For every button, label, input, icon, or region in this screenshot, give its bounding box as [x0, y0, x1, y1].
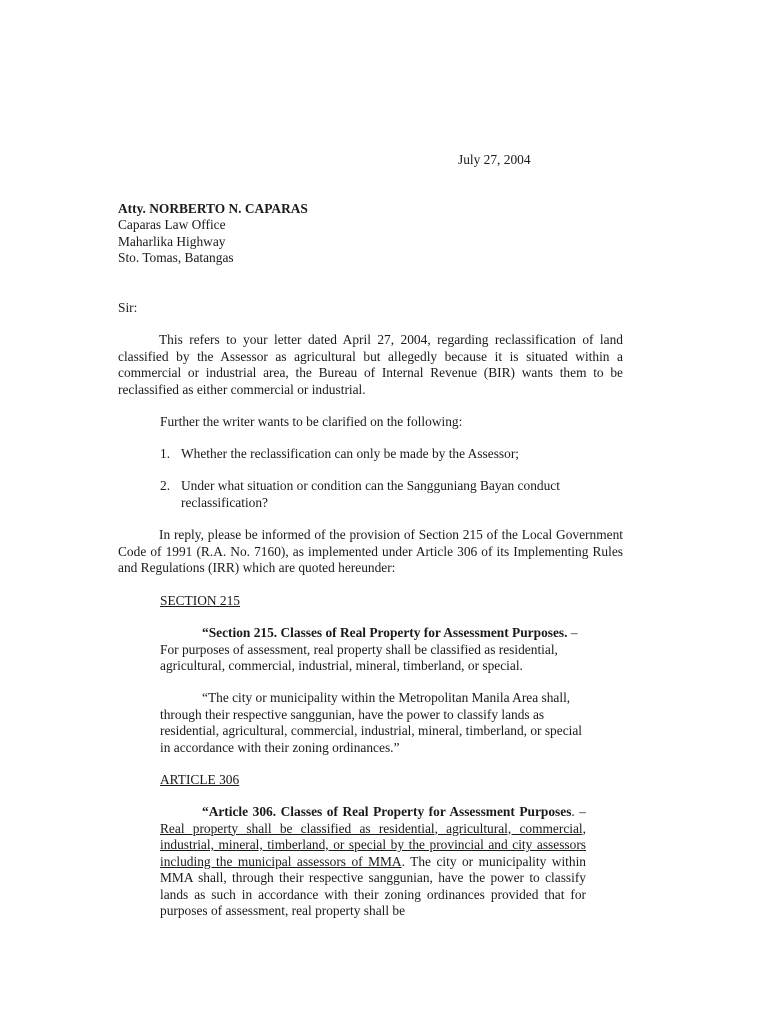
section-quote: [160, 625, 586, 675]
article-quote: [160, 804, 586, 920]
section-quote-title: “Section 215. Classes of Real Property for Assessment Purposes.: [202, 625, 568, 640]
section-quote-mma-text: “The city or municipality within the Metropolitan Manila Area shall, through their respective sanggunian, have the power to classify lands as residential, agricultural, commercial, industrial, mineral, timberland, or special in accordance with their zoning ordinances.”: [160, 690, 583, 755]
paragraph-clarification: Further the writer wants to be clarified on the following:: [160, 414, 463, 429]
recipient-address: [118, 201, 308, 267]
recipient-city: Sto. Tomas, Batangas: [118, 250, 234, 266]
recipient-street: Maharlika Highway: [118, 233, 226, 249]
article-heading: ARTICLE 306: [160, 772, 240, 787]
list-item-number: 2.: [160, 478, 171, 493]
list-item-number: 1.: [160, 446, 171, 461]
section-heading: SECTION 215: [160, 593, 240, 608]
list-item-text: Whether the reclassification can only be made by the Assessor;: [181, 446, 520, 461]
list-item: [160, 478, 600, 511]
article-quote-underlined: Real property shall be classified as residential, agricultural, commercial, industrial, mineral, timberland, or special by the provincial and city assessors including the municipal assessors of MMA: [160, 820, 586, 869]
article-quote-title: “Article 306. Classes of Real Property for Assessment Purposes: [202, 804, 572, 819]
section-quote-text: – For purposes of assessment, real property shall be classified as residential, agricultural, commercial, industrial, mineral, timberland, or special.: [160, 625, 578, 673]
salutation: Sir:: [118, 300, 138, 315]
article-quote-dash: . –: [571, 804, 587, 819]
list-item: [160, 446, 519, 463]
recipient-name: Atty. NORBERTO N. CAPARAS: [118, 201, 308, 216]
list-item-text: Under what situation or condition can the Sangguniang Bayan conduct reclassification?: [181, 478, 560, 510]
article-quote-rest: . The city or municipality within MMA shall, through their respective sanggunian, have the power to classify lands as such in accordance with their zoning ordinances provided that for purposes of assessment, real property shall be: [160, 853, 586, 918]
section-quote-mma: [160, 690, 586, 756]
recipient-office: Caparas Law Office: [118, 217, 226, 233]
paragraph-reply: In reply, please be informed of the provision of Section 215 of the Local Government Code of 1991 (R.A. No. 7160), as implemented under Article 306 of its Implementing Rules and Regulations (IRR) which are quoted hereunder:: [118, 527, 623, 575]
paragraph-reference: This refers to your letter dated April 27, 2004, regarding reclassification of land classified by the Assessor as agricultural but allegedly because it is situated within a commercial or industrial area, the Bureau of Internal Revenue (BIR) wants them to be reclassified as either commercial or industrial.: [118, 332, 623, 397]
letter-date: July 27, 2004: [458, 152, 531, 167]
